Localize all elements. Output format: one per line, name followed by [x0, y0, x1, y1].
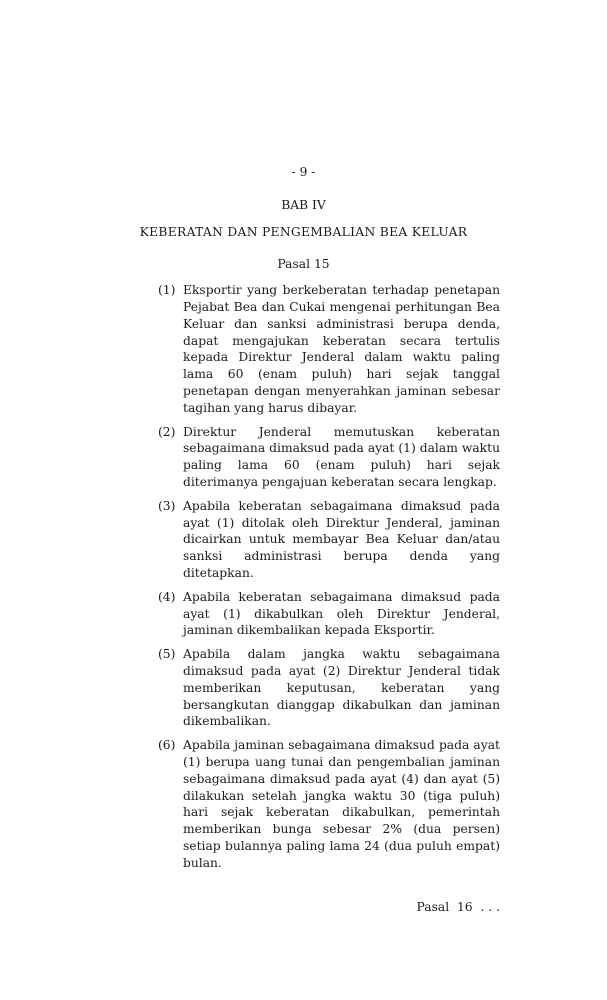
item-text: Direktur Jenderal memutuskan keberatan sebagaimana dimaksud pada ayat (1) dalam waktu paling lama 60 (enam puluh) hari sejak diterimanya pengajuan keberatan secara lengkap.: [183, 424, 500, 489]
item-number: (1): [158, 283, 176, 298]
item-text: Apabila dalam jangka waktu sebagaimana dimaksud pada ayat (2) Direktur Jenderal tidak memberikan keputusan, keberatan yang bersangkutan dianggap dikabulkan dan jaminan dikembalikan.: [183, 647, 500, 729]
article-heading: Pasal 15: [277, 257, 330, 272]
article-body: [158, 282, 500, 916]
article-item-2: [158, 424, 500, 491]
chapter-title: KEBERATAN DAN PENGEMBALIAN BEA KELUAR: [139, 224, 468, 239]
item-text: Apabila keberatan sebagaimana dimaksud pada ayat (1) dikabulkan oleh Direktur Jenderal, jaminan dikembalikan kepada Eksportir.: [183, 589, 500, 638]
item-number: (5): [158, 647, 176, 662]
article-item-5: [158, 646, 500, 730]
item-number: (2): [158, 424, 176, 439]
article-item-list: [158, 282, 500, 871]
article-item-1: [158, 282, 500, 416]
item-number: (4): [158, 589, 176, 604]
page-number: - 9 -: [291, 165, 316, 179]
footer-catchword: Pasal 16 . . .: [416, 900, 500, 915]
article-item-4: [158, 589, 500, 639]
article-item-3: [158, 498, 500, 582]
chapter-label: BAB IV: [281, 197, 326, 212]
item-text: Eksportir yang berkeberatan terhadap penetapan Pejabat Bea dan Cukai mengenai perhitungan Bea Keluar dan sanksi administrasi berupa denda, dapat mengajukan keberatan secara tertulis kepada Direktur Jenderal dalam waktu paling lama 60 (enam puluh) hari sejak tanggal penetapan dengan menyerahkan jaminan sebesar tagihan yang harus dibayar.: [183, 283, 500, 415]
article-item-6: [158, 737, 500, 871]
item-text: Apabila keberatan sebagaimana dimaksud pada ayat (1) ditolak oleh Direktur Jenderal, jaminan dicairkan untuk membayar Bea Keluar dan/atau sanksi administrasi berupa denda yang ditetapkan.: [183, 498, 500, 580]
item-number: (3): [158, 498, 176, 513]
item-number: (6): [158, 738, 176, 753]
item-text: Apabila jaminan sebagaimana dimaksud pada ayat (1) berupa uang tunai dan pengembalian jaminan sebagaimana dimaksud pada ayat (4) dan ayat (5) dilakukan setelah jangka waktu 30 (tiga puluh) hari sejak keberatan dikabulkan, pemerintah memberikan bunga sebesar 2% (dua persen) setiap bulannya paling lama 24 (dua puluh empat) bulan.: [183, 738, 500, 870]
